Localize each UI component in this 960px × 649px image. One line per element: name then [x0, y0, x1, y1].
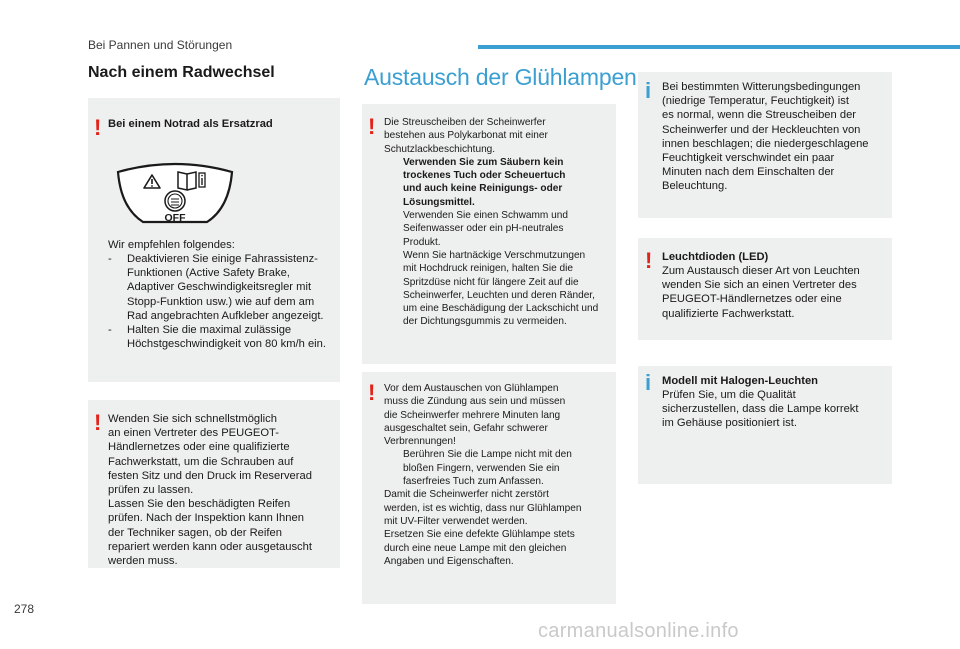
list-item [384, 209, 614, 249]
recommendation-list [108, 252, 340, 351]
text-line: Feuchtigkeit verschwindet ein paar [662, 152, 835, 165]
text-line: Funktionen (Active Safety Brake, [127, 267, 290, 280]
text-line: und auch keine Reinigungs- oder [403, 183, 563, 195]
text-line: mit UV-Filter verwendet werden. [384, 515, 528, 527]
note-title: Leuchtdioden (LED) [662, 251, 769, 263]
header-accent-bar [478, 45, 960, 49]
text-line: Rad angebrachten Aufkleber angezeigt. [127, 309, 324, 322]
list-item [108, 252, 340, 323]
text-line: (niedrige Temperatur, Feuchtigkeit) ist [662, 95, 849, 108]
text-line: Beleuchtung. [662, 180, 728, 193]
list-item [384, 156, 614, 209]
text-line: der Dichtungsgummis zu vermeiden. [403, 316, 567, 328]
bulb-replacement-warning [384, 382, 614, 568]
spare-wheel-sticker-icon [115, 158, 235, 228]
text-line: Spritzdüse nicht für längere Zeit auf die [403, 276, 579, 288]
text-line: muss die Zündung aus sein und müssen [384, 396, 566, 408]
text-line: Verbrennungen! [384, 436, 456, 448]
list-item [108, 323, 340, 351]
text-line: Bei bestimmten Witterungsbedingungen [662, 81, 861, 93]
text-line: an einen Vertreter des PEUGEOT- [108, 427, 280, 440]
warning-icon: ! [368, 114, 376, 139]
warning-icon: ! [94, 115, 102, 140]
warning-icon: ! [94, 410, 102, 435]
text-line: Adaptiver Geschwindigkeitsregler mit [127, 281, 312, 294]
text-line: Lassen Sie den beschädigten Reifen [108, 498, 291, 511]
cleaning-instructions [384, 116, 614, 329]
text-line: Fachwerkstatt, um die Schrauben auf [108, 455, 294, 468]
text-line: Lösungsmittel. [403, 196, 475, 208]
note-box-streuscheiben [362, 104, 616, 364]
text-line: Minuten nach dem Einschalten der [662, 166, 835, 179]
text-line: durch eine neue Lampe mit den gleichen [384, 542, 567, 554]
text-line: PEUGEOT-Händlernetzes oder eine [662, 293, 842, 306]
text-line: trockenes Tuch oder Scheuertuch [403, 170, 566, 182]
page-number: 278 [14, 602, 35, 616]
text-line: Deaktivieren Sie einige Fahrassistenz- [127, 253, 318, 265]
text-line: um eine Beschädigung der Lackschicht und [403, 303, 599, 315]
text-line: faserfreies Tuch zum Anfassen. [403, 476, 544, 488]
note-title: Bei einem Notrad als Ersatzrad [108, 118, 273, 130]
text-line: innen beschlagen; die niedergeschlagene [662, 137, 869, 150]
text-line: repariert werden kann oder ausgetauscht [108, 540, 312, 553]
text-line: Damit die Scheinwerfer nicht zerstört [384, 489, 549, 501]
text-line: Scheinwerfer und der Heckleuchten von [662, 123, 861, 136]
text-line: Produkt. [403, 236, 441, 248]
text-line: wenden Sie sich an einen Vertreter des [662, 279, 857, 292]
note-intro: Wir empfehlen folgendes: [108, 239, 235, 251]
text-line: Zum Austausch dieser Art von Leuchten [662, 265, 860, 277]
text-line: Prüfen Sie, um die Qualität [662, 389, 796, 401]
text-line: Angaben und Eigenschaften. [384, 555, 514, 567]
text-line: im Gehäuse positioniert ist. [662, 417, 797, 430]
text-line: sicherzustellen, dass die Lampe korrekt [662, 403, 859, 416]
text-line: ausgeschaltet sein, Gefahr schwerer [384, 422, 548, 434]
note-box-gluehlampe-wechsel [362, 372, 616, 604]
text-line: es normal, wenn die Streuscheiben der [662, 109, 857, 122]
watermark-text: carmanualsonline.info [538, 620, 739, 642]
bullet-marker: - [108, 324, 112, 337]
text-line: Verwenden Sie einen Schwamm und [403, 210, 568, 222]
text-line: Ersetzen Sie eine defekte Glühlampe stets [384, 529, 575, 541]
text-line: prüfen. Nach der Inspektion kann Ihnen [108, 512, 304, 525]
text-line: Höchstgeschwindigkeit von 80 km/h ein. [127, 338, 326, 351]
switch-off-label: OFF [164, 212, 186, 224]
text-line: mit Hochdruck reinigen, halten Sie die [403, 263, 574, 275]
text-line: der Techniker sagen, ob der Reifen [108, 526, 282, 539]
note-title: Modell mit Halogen-Leuchten [662, 375, 819, 387]
text-line: Wenn Sie hartnäckige Verschmutzungen [403, 249, 586, 261]
text-line: werden muss. [108, 555, 178, 568]
text-line: Halten Sie die maximal zulässige [127, 324, 292, 337]
text-line: Schutzlackbeschichtung. [384, 143, 496, 155]
note-box-notrad [88, 98, 340, 382]
running-header-title: Bei Pannen und Störungen [88, 38, 233, 52]
text-line: festen Sitz und den Druck im Reserverad [108, 469, 312, 482]
text-line: Seifenwasser oder ein pH-neutrales [403, 223, 564, 235]
text-line: Vor dem Austauschen von Glühlampen [384, 383, 559, 394]
section-heading-gluehlampen: Austausch der Glühlampen [364, 64, 637, 90]
note-text [108, 412, 340, 568]
info-text [662, 80, 892, 194]
warning-icon: ! [368, 380, 376, 405]
text-line: prüfen zu lassen. [108, 484, 194, 497]
bullet-marker: - [108, 253, 112, 265]
info-icon: i [645, 78, 652, 103]
text-line: Die Streuscheiben der Scheinwerfer [384, 117, 546, 128]
text-line: Händlernetzes oder eine qualifizierte [108, 441, 290, 454]
text-line: bloßen Fingern, verwenden Sie ein [403, 462, 560, 474]
list-item [384, 249, 614, 329]
text-line: Verwenden Sie zum Säubern kein [403, 156, 564, 168]
text-line: Stopp-Funktion usw.) wie auf dem am [127, 295, 315, 308]
text-line: werden, ist es wichtig, dass nur Glühlampen [384, 502, 582, 514]
note-box-led [638, 238, 892, 340]
info-box-halogen [638, 366, 892, 484]
info-icon: i [645, 370, 652, 395]
info-box-beschlagen [638, 72, 892, 218]
text-line: qualifizierte Fachwerkstatt. [662, 307, 795, 320]
section-heading-radwechsel: Nach einem Radwechsel [88, 64, 275, 81]
text-line: die Scheinwerfer mehrere Minuten lang [384, 409, 561, 421]
text-line: Scheinwerfer, Leuchten und deren Ränder, [403, 289, 595, 301]
list-item [384, 448, 614, 488]
note-text [662, 388, 892, 431]
note-box-schrauben [88, 400, 340, 568]
text-line: Wenden Sie sich schnellstmöglich [108, 413, 277, 425]
text-line: bestehen aus Polykarbonat mit einer [384, 130, 548, 142]
note-text [662, 264, 892, 321]
warning-icon: ! [645, 248, 653, 273]
text-line: Berühren Sie die Lampe nicht mit den [403, 449, 572, 461]
